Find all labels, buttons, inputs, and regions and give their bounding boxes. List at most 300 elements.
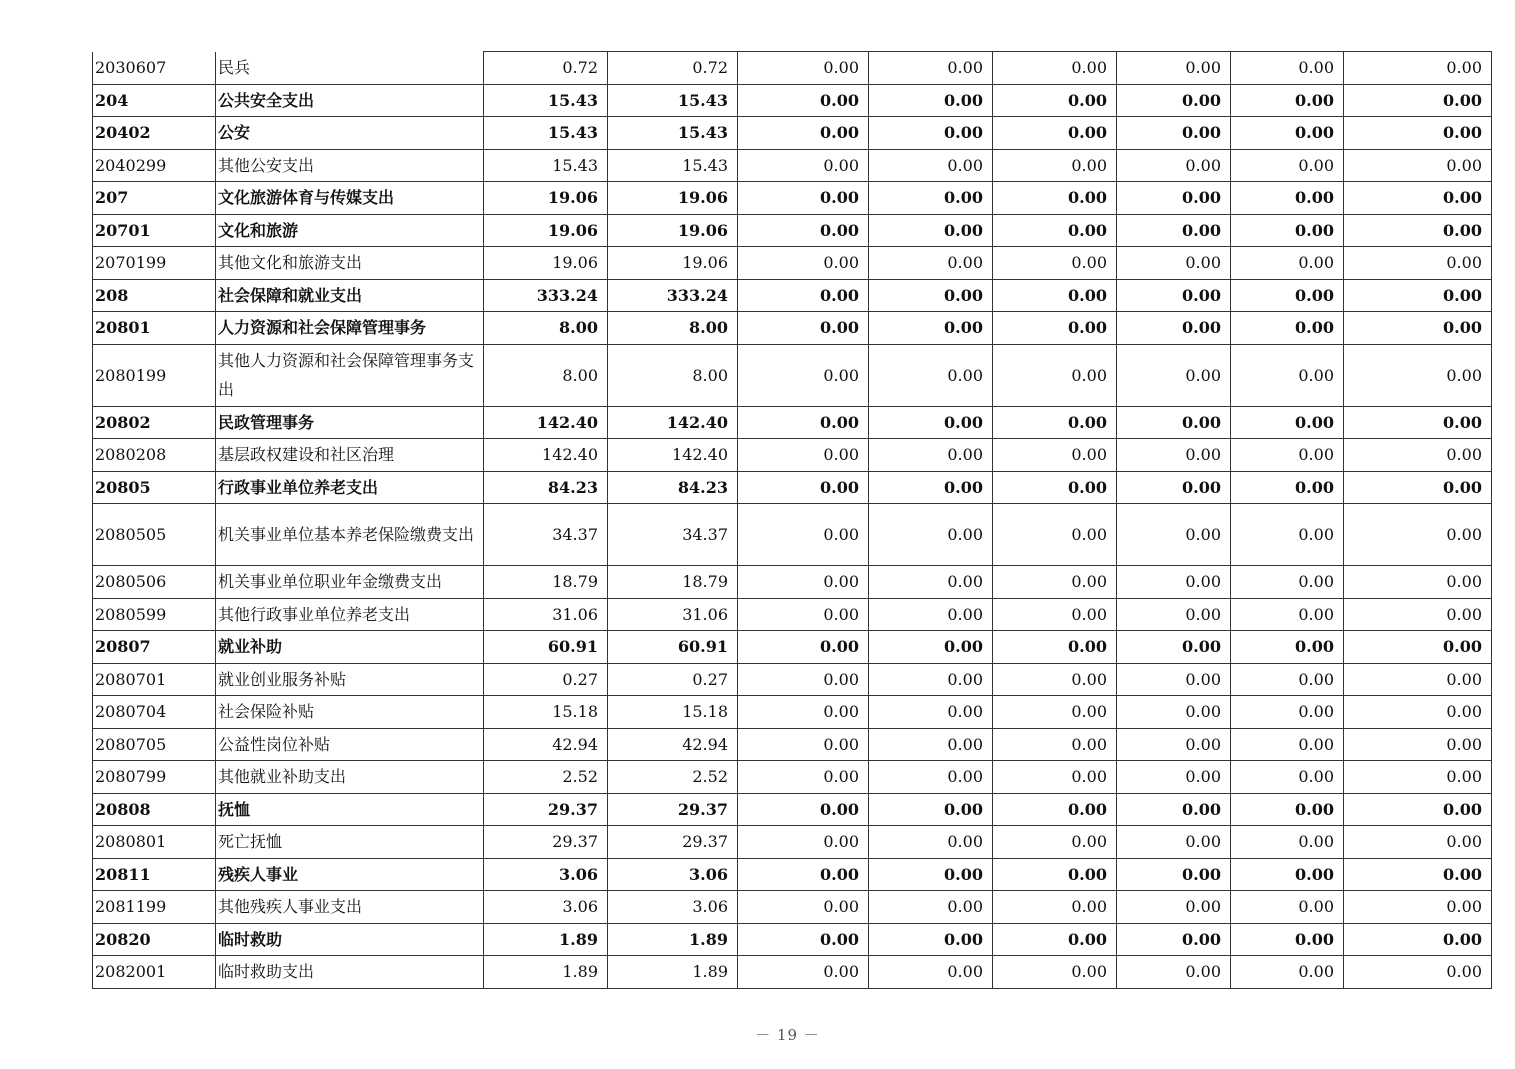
amount-cell: 0.00 xyxy=(1231,117,1344,150)
amount-cell: 15.43 xyxy=(608,84,738,117)
amount-cell: 142.40 xyxy=(608,439,738,472)
subject-name-cell: 其他文化和旅游支出 xyxy=(216,247,484,280)
amount-cell: 0.00 xyxy=(738,117,869,150)
amount-cell: 0.00 xyxy=(1117,826,1231,859)
amount-cell: 0.00 xyxy=(993,214,1117,247)
amount-cell: 0.00 xyxy=(1117,923,1231,956)
amount-cell: 0.00 xyxy=(1117,793,1231,826)
amount-cell: 0.00 xyxy=(1117,214,1231,247)
amount-cell: 0.00 xyxy=(738,312,869,345)
amount-cell: 0.72 xyxy=(484,52,608,85)
amount-cell: 0.00 xyxy=(1117,956,1231,989)
subject-code-cell: 20805 xyxy=(93,471,216,504)
amount-cell: 84.23 xyxy=(608,471,738,504)
amount-cell: 0.00 xyxy=(869,858,993,891)
subject-name-cell: 临时救助支出 xyxy=(216,956,484,989)
subject-code-cell: 2030607 xyxy=(93,52,216,85)
amount-cell: 0.00 xyxy=(1231,247,1344,280)
amount-cell: 19.06 xyxy=(484,247,608,280)
table-row xyxy=(93,471,1492,504)
amount-cell: 0.00 xyxy=(1117,891,1231,924)
subject-name-cell: 公共安全支出 xyxy=(216,84,484,117)
amount-cell: 0.00 xyxy=(1231,471,1344,504)
amount-cell: 0.00 xyxy=(869,149,993,182)
amount-cell: 0.00 xyxy=(993,117,1117,150)
table-row xyxy=(93,826,1492,859)
subject-name-cell: 其他残疾人事业支出 xyxy=(216,891,484,924)
amount-cell: 0.00 xyxy=(993,631,1117,664)
amount-cell: 0.00 xyxy=(993,793,1117,826)
amount-cell: 60.91 xyxy=(484,631,608,664)
amount-cell: 0.00 xyxy=(1231,891,1344,924)
subject-name-cell: 其他行政事业单位养老支出 xyxy=(216,598,484,631)
amount-cell: 0.00 xyxy=(1231,149,1344,182)
amount-cell: 0.00 xyxy=(869,279,993,312)
amount-cell: 0.00 xyxy=(1344,566,1492,599)
amount-cell: 142.40 xyxy=(484,439,608,472)
amount-cell: 18.79 xyxy=(608,566,738,599)
subject-code-cell: 2080199 xyxy=(93,344,216,406)
amount-cell: 0.00 xyxy=(993,663,1117,696)
amount-cell: 0.00 xyxy=(1231,439,1344,472)
amount-cell: 0.00 xyxy=(993,312,1117,345)
amount-cell: 142.40 xyxy=(484,406,608,439)
subject-code-cell: 2080208 xyxy=(93,439,216,472)
amount-cell: 60.91 xyxy=(608,631,738,664)
amount-cell: 0.00 xyxy=(1117,84,1231,117)
amount-cell: 0.00 xyxy=(738,598,869,631)
amount-cell: 0.00 xyxy=(869,344,993,406)
amount-cell: 0.00 xyxy=(738,566,869,599)
amount-cell: 19.06 xyxy=(608,247,738,280)
amount-cell: 0.00 xyxy=(869,761,993,794)
subject-name-cell: 民兵 xyxy=(216,52,484,85)
subject-code-cell: 207 xyxy=(93,182,216,215)
subject-code-cell: 2080505 xyxy=(93,504,216,566)
subject-name-cell: 公益性岗位补贴 xyxy=(216,728,484,761)
amount-cell: 333.24 xyxy=(608,279,738,312)
amount-cell: 0.00 xyxy=(1344,149,1492,182)
subject-code-cell: 204 xyxy=(93,84,216,117)
amount-cell: 2.52 xyxy=(608,761,738,794)
table-row xyxy=(93,956,1492,989)
table-row xyxy=(93,149,1492,182)
amount-cell: 42.94 xyxy=(608,728,738,761)
amount-cell: 0.00 xyxy=(1231,406,1344,439)
subject-name-cell: 其他公安支出 xyxy=(216,149,484,182)
amount-cell: 0.00 xyxy=(993,696,1117,729)
amount-cell: 0.00 xyxy=(738,631,869,664)
amount-cell: 0.00 xyxy=(1117,631,1231,664)
table-row xyxy=(93,598,1492,631)
subject-name-cell: 社会保障和就业支出 xyxy=(216,279,484,312)
subject-code-cell: 2080801 xyxy=(93,826,216,859)
amount-cell: 0.00 xyxy=(1344,598,1492,631)
amount-cell: 0.00 xyxy=(1117,182,1231,215)
amount-cell: 0.00 xyxy=(1344,663,1492,696)
amount-cell: 19.06 xyxy=(484,182,608,215)
amount-cell: 0.00 xyxy=(738,728,869,761)
table-row xyxy=(93,504,1492,566)
subject-code-cell: 20820 xyxy=(93,923,216,956)
table-row xyxy=(93,406,1492,439)
amount-cell: 0.00 xyxy=(869,793,993,826)
amount-cell: 0.00 xyxy=(993,598,1117,631)
amount-cell: 0.00 xyxy=(1231,312,1344,345)
table-row xyxy=(93,182,1492,215)
amount-cell: 0.00 xyxy=(993,149,1117,182)
amount-cell: 0.00 xyxy=(1344,247,1492,280)
amount-cell: 0.00 xyxy=(1231,52,1344,85)
amount-cell: 0.00 xyxy=(993,439,1117,472)
subject-name-cell: 就业补助 xyxy=(216,631,484,664)
amount-cell: 3.06 xyxy=(608,858,738,891)
amount-cell: 0.00 xyxy=(738,663,869,696)
table-row xyxy=(93,761,1492,794)
subject-code-cell: 2080701 xyxy=(93,663,216,696)
amount-cell: 0.00 xyxy=(738,956,869,989)
budget-table xyxy=(92,51,1492,989)
amount-cell: 19.06 xyxy=(608,182,738,215)
amount-cell: 0.00 xyxy=(1344,84,1492,117)
amount-cell: 0.00 xyxy=(869,471,993,504)
amount-cell: 0.00 xyxy=(1344,117,1492,150)
table-row xyxy=(93,923,1492,956)
amount-cell: 0.00 xyxy=(1344,471,1492,504)
subject-name-cell: 就业创业服务补贴 xyxy=(216,663,484,696)
amount-cell: 3.06 xyxy=(484,891,608,924)
amount-cell: 0.00 xyxy=(1344,631,1492,664)
amount-cell: 0.00 xyxy=(1117,566,1231,599)
subject-name-cell: 死亡抚恤 xyxy=(216,826,484,859)
amount-cell: 0.00 xyxy=(738,279,869,312)
amount-cell: 18.79 xyxy=(484,566,608,599)
subject-code-cell: 20701 xyxy=(93,214,216,247)
table-row xyxy=(93,84,1492,117)
subject-code-cell: 2080704 xyxy=(93,696,216,729)
amount-cell: 34.37 xyxy=(484,504,608,566)
subject-code-cell: 2040299 xyxy=(93,149,216,182)
amount-cell: 2.52 xyxy=(484,761,608,794)
amount-cell: 0.00 xyxy=(993,279,1117,312)
amount-cell: 0.00 xyxy=(738,891,869,924)
subject-code-cell: 20402 xyxy=(93,117,216,150)
amount-cell: 0.00 xyxy=(738,696,869,729)
amount-cell: 0.00 xyxy=(1344,891,1492,924)
amount-cell: 0.00 xyxy=(1344,52,1492,85)
subject-name-cell: 机关事业单位职业年金缴费支出 xyxy=(216,566,484,599)
amount-cell: 0.00 xyxy=(1231,344,1344,406)
amount-cell: 0.00 xyxy=(1231,793,1344,826)
amount-cell: 3.06 xyxy=(484,858,608,891)
amount-cell: 0.00 xyxy=(1117,117,1231,150)
subject-code-cell: 2080705 xyxy=(93,728,216,761)
amount-cell: 1.89 xyxy=(608,956,738,989)
table-row xyxy=(93,247,1492,280)
amount-cell: 0.00 xyxy=(1231,214,1344,247)
table-row xyxy=(93,891,1492,924)
amount-cell: 0.00 xyxy=(993,52,1117,85)
subject-name-cell: 抚恤 xyxy=(216,793,484,826)
amount-cell: 0.00 xyxy=(869,247,993,280)
amount-cell: 0.00 xyxy=(869,728,993,761)
amount-cell: 0.00 xyxy=(869,696,993,729)
amount-cell: 8.00 xyxy=(484,344,608,406)
amount-cell: 0.00 xyxy=(869,439,993,472)
amount-cell: 0.00 xyxy=(869,84,993,117)
amount-cell: 0.00 xyxy=(869,52,993,85)
amount-cell: 0.00 xyxy=(1117,247,1231,280)
amount-cell: 0.00 xyxy=(738,504,869,566)
amount-cell: 0.27 xyxy=(484,663,608,696)
amount-cell: 15.43 xyxy=(484,149,608,182)
amount-cell: 0.00 xyxy=(869,598,993,631)
table-row xyxy=(93,279,1492,312)
amount-cell: 34.37 xyxy=(608,504,738,566)
amount-cell: 0.00 xyxy=(1117,279,1231,312)
amount-cell: 0.00 xyxy=(993,826,1117,859)
amount-cell: 0.00 xyxy=(993,858,1117,891)
subject-name-cell: 其他人力资源和社会保障管理事务支出 xyxy=(216,344,484,406)
amount-cell: 42.94 xyxy=(484,728,608,761)
amount-cell: 0.00 xyxy=(993,247,1117,280)
amount-cell: 0.00 xyxy=(869,214,993,247)
amount-cell: 0.00 xyxy=(1231,84,1344,117)
amount-cell: 0.00 xyxy=(1344,182,1492,215)
amount-cell: 0.00 xyxy=(1117,696,1231,729)
amount-cell: 0.00 xyxy=(993,504,1117,566)
amount-cell: 0.00 xyxy=(993,406,1117,439)
subject-code-cell: 20801 xyxy=(93,312,216,345)
table-row xyxy=(93,793,1492,826)
table-row xyxy=(93,631,1492,664)
amount-cell: 0.00 xyxy=(1344,858,1492,891)
table-row xyxy=(93,344,1492,406)
amount-cell: 0.00 xyxy=(1117,761,1231,794)
table-row xyxy=(93,52,1492,85)
subject-name-cell: 文化和旅游 xyxy=(216,214,484,247)
amount-cell: 19.06 xyxy=(608,214,738,247)
amount-cell: 0.00 xyxy=(1117,471,1231,504)
amount-cell: 0.00 xyxy=(1231,504,1344,566)
subject-name-cell: 社会保险补贴 xyxy=(216,696,484,729)
amount-cell: 0.00 xyxy=(1344,728,1492,761)
amount-cell: 0.00 xyxy=(993,182,1117,215)
subject-code-cell: 20802 xyxy=(93,406,216,439)
amount-cell: 0.00 xyxy=(1117,728,1231,761)
amount-cell: 0.00 xyxy=(993,84,1117,117)
subject-name-cell: 机关事业单位基本养老保险缴费支出 xyxy=(216,504,484,566)
amount-cell: 0.00 xyxy=(869,117,993,150)
amount-cell: 0.00 xyxy=(869,663,993,696)
table-row xyxy=(93,728,1492,761)
amount-cell: 15.18 xyxy=(484,696,608,729)
amount-cell: 0.00 xyxy=(738,826,869,859)
amount-cell: 0.00 xyxy=(1344,439,1492,472)
subject-code-cell: 20807 xyxy=(93,631,216,664)
amount-cell: 0.00 xyxy=(1231,566,1344,599)
amount-cell: 0.00 xyxy=(738,52,869,85)
amount-cell: 29.37 xyxy=(608,826,738,859)
amount-cell: 0.00 xyxy=(1231,631,1344,664)
table-row xyxy=(93,566,1492,599)
amount-cell: 0.00 xyxy=(738,439,869,472)
amount-cell: 1.89 xyxy=(484,956,608,989)
subject-code-cell: 208 xyxy=(93,279,216,312)
subject-code-cell: 2070199 xyxy=(93,247,216,280)
subject-code-cell: 2081199 xyxy=(93,891,216,924)
amount-cell: 0.00 xyxy=(993,728,1117,761)
subject-name-cell: 临时救助 xyxy=(216,923,484,956)
amount-cell: 0.00 xyxy=(993,891,1117,924)
amount-cell: 0.00 xyxy=(869,956,993,989)
amount-cell: 0.00 xyxy=(869,312,993,345)
amount-cell: 333.24 xyxy=(484,279,608,312)
amount-cell: 0.00 xyxy=(1344,214,1492,247)
amount-cell: 0.00 xyxy=(1344,504,1492,566)
subject-name-cell: 残疾人事业 xyxy=(216,858,484,891)
amount-cell: 8.00 xyxy=(608,344,738,406)
subject-code-cell: 2082001 xyxy=(93,956,216,989)
amount-cell: 0.00 xyxy=(738,149,869,182)
amount-cell: 0.00 xyxy=(1231,858,1344,891)
amount-cell: 0.00 xyxy=(1344,793,1492,826)
amount-cell: 0.00 xyxy=(738,247,869,280)
amount-cell: 0.00 xyxy=(1344,279,1492,312)
amount-cell: 0.00 xyxy=(1231,923,1344,956)
amount-cell: 0.00 xyxy=(1117,344,1231,406)
amount-cell: 0.00 xyxy=(738,84,869,117)
amount-cell: 0.00 xyxy=(993,471,1117,504)
amount-cell: 0.00 xyxy=(1231,182,1344,215)
amount-cell: 15.43 xyxy=(608,117,738,150)
amount-cell: 29.37 xyxy=(484,826,608,859)
subject-code-cell: 2080799 xyxy=(93,761,216,794)
amount-cell: 0.00 xyxy=(1117,598,1231,631)
amount-cell: 0.00 xyxy=(869,891,993,924)
amount-cell: 0.00 xyxy=(738,858,869,891)
subject-name-cell: 基层政权建设和社区治理 xyxy=(216,439,484,472)
subject-name-cell: 行政事业单位养老支出 xyxy=(216,471,484,504)
amount-cell: 0.00 xyxy=(1344,406,1492,439)
amount-cell: 0.00 xyxy=(1344,923,1492,956)
page-number: － 19 － xyxy=(755,1026,820,1044)
amount-cell: 0.00 xyxy=(738,761,869,794)
amount-cell: 15.18 xyxy=(608,696,738,729)
amount-cell: 0.00 xyxy=(869,182,993,215)
subject-name-cell: 民政管理事务 xyxy=(216,406,484,439)
subject-code-cell: 20811 xyxy=(93,858,216,891)
table-row xyxy=(93,663,1492,696)
amount-cell: 0.00 xyxy=(1117,312,1231,345)
amount-cell: 1.89 xyxy=(484,923,608,956)
amount-cell: 0.00 xyxy=(738,182,869,215)
amount-cell: 0.00 xyxy=(993,566,1117,599)
amount-cell: 0.00 xyxy=(1231,598,1344,631)
amount-cell: 142.40 xyxy=(608,406,738,439)
amount-cell: 0.00 xyxy=(869,631,993,664)
amount-cell: 0.00 xyxy=(869,504,993,566)
amount-cell: 0.00 xyxy=(1117,406,1231,439)
amount-cell: 3.06 xyxy=(608,891,738,924)
amount-cell: 0.00 xyxy=(1117,504,1231,566)
amount-cell: 0.00 xyxy=(738,406,869,439)
amount-cell: 0.00 xyxy=(738,214,869,247)
amount-cell: 0.00 xyxy=(738,344,869,406)
table-row xyxy=(93,439,1492,472)
subject-code-cell: 2080506 xyxy=(93,566,216,599)
amount-cell: 1.89 xyxy=(608,923,738,956)
amount-cell: 84.23 xyxy=(484,471,608,504)
amount-cell: 15.43 xyxy=(608,149,738,182)
table-row xyxy=(93,858,1492,891)
amount-cell: 15.43 xyxy=(484,117,608,150)
amount-cell: 0.00 xyxy=(1344,956,1492,989)
amount-cell: 0.00 xyxy=(1117,858,1231,891)
amount-cell: 0.00 xyxy=(1344,696,1492,729)
subject-name-cell: 公安 xyxy=(216,117,484,150)
amount-cell: 0.00 xyxy=(1231,663,1344,696)
table-row xyxy=(93,117,1492,150)
amount-cell: 0.00 xyxy=(869,826,993,859)
table-row xyxy=(93,696,1492,729)
subject-name-cell: 其他就业补助支出 xyxy=(216,761,484,794)
subject-name-cell: 人力资源和社会保障管理事务 xyxy=(216,312,484,345)
amount-cell: 19.06 xyxy=(484,214,608,247)
amount-cell: 0.00 xyxy=(1117,149,1231,182)
amount-cell: 0.00 xyxy=(738,923,869,956)
amount-cell: 0.00 xyxy=(1344,826,1492,859)
amount-cell: 15.43 xyxy=(484,84,608,117)
amount-cell: 0.00 xyxy=(738,793,869,826)
amount-cell: 31.06 xyxy=(608,598,738,631)
amount-cell: 0.00 xyxy=(1231,956,1344,989)
amount-cell: 0.00 xyxy=(1231,826,1344,859)
amount-cell: 0.00 xyxy=(993,923,1117,956)
amount-cell: 0.00 xyxy=(993,956,1117,989)
amount-cell: 0.00 xyxy=(1117,52,1231,85)
amount-cell: 0.00 xyxy=(1117,663,1231,696)
amount-cell: 0.00 xyxy=(738,471,869,504)
amount-cell: 0.00 xyxy=(1344,312,1492,345)
amount-cell: 8.00 xyxy=(608,312,738,345)
amount-cell: 0.00 xyxy=(869,923,993,956)
amount-cell: 0.00 xyxy=(993,344,1117,406)
subject-code-cell: 2080599 xyxy=(93,598,216,631)
amount-cell: 0.27 xyxy=(608,663,738,696)
amount-cell: 0.00 xyxy=(869,406,993,439)
amount-cell: 29.37 xyxy=(484,793,608,826)
amount-cell: 0.00 xyxy=(869,566,993,599)
amount-cell: 29.37 xyxy=(608,793,738,826)
amount-cell: 0.00 xyxy=(1344,761,1492,794)
amount-cell: 8.00 xyxy=(484,312,608,345)
amount-cell: 0.00 xyxy=(993,761,1117,794)
amount-cell: 0.00 xyxy=(1117,439,1231,472)
amount-cell: 0.00 xyxy=(1231,279,1344,312)
table-body xyxy=(93,52,1492,989)
amount-cell: 31.06 xyxy=(484,598,608,631)
amount-cell: 0.00 xyxy=(1231,728,1344,761)
amount-cell: 0.72 xyxy=(608,52,738,85)
amount-cell: 0.00 xyxy=(1344,344,1492,406)
table-row xyxy=(93,214,1492,247)
amount-cell: 0.00 xyxy=(1231,761,1344,794)
subject-code-cell: 20808 xyxy=(93,793,216,826)
subject-name-cell: 文化旅游体育与传媒支出 xyxy=(216,182,484,215)
table-row xyxy=(93,312,1492,345)
amount-cell: 0.00 xyxy=(1231,696,1344,729)
